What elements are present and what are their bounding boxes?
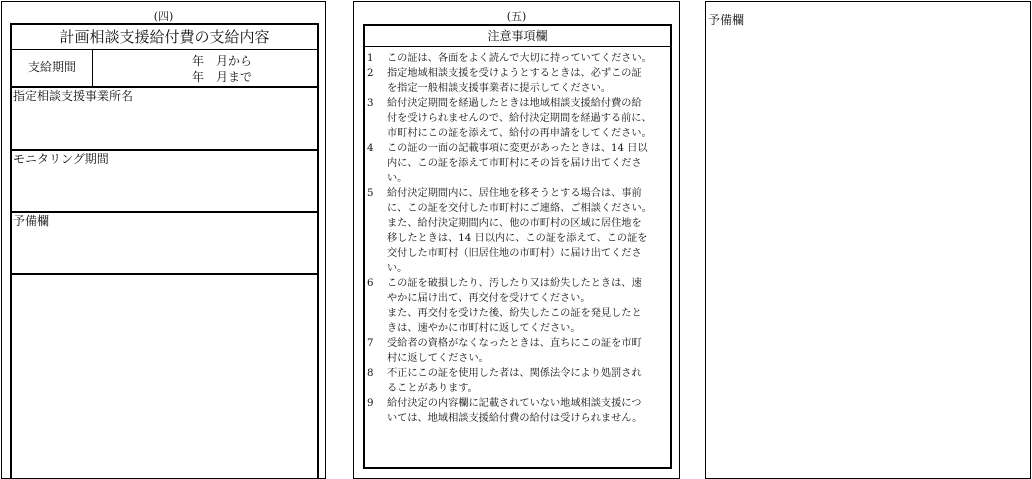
reserve-panel xyxy=(705,1,1031,479)
notes-box xyxy=(363,24,672,469)
note-line: 交付した市町村（旧居住地の市町村）に届け出てくださ xyxy=(387,248,642,259)
payment-period-from: 年 月から xyxy=(192,54,253,68)
note-number: 5 xyxy=(367,188,374,199)
note-text xyxy=(387,366,670,396)
list-item xyxy=(365,51,670,66)
note-text xyxy=(387,396,670,426)
note-number: 9 xyxy=(367,398,374,409)
note-text xyxy=(387,141,670,186)
support-office-label: 指定相談支援事業所名 xyxy=(13,89,134,103)
list-item xyxy=(365,141,670,186)
note-line: この証の一面の記載事項に変更があったときは、14 日以 xyxy=(387,143,648,154)
note-text xyxy=(387,276,670,336)
note-line: い。 xyxy=(387,263,408,274)
note-line: に、この証を交付した市町村にご連絡、ご相談ください。 xyxy=(387,203,652,214)
note-number: 1 xyxy=(367,53,374,64)
note-line: また、給付決定期間内に、他の市町村の区域に居住地を xyxy=(387,218,642,229)
note-line: を指定一般相談支援事業者に提示してください。 xyxy=(387,83,612,94)
list-item xyxy=(365,366,670,396)
reserve-section xyxy=(12,211,317,275)
note-number: 7 xyxy=(367,338,374,349)
support-office-section xyxy=(12,86,317,151)
note-text xyxy=(387,186,670,276)
notes-panel xyxy=(353,1,680,479)
note-line: いては、地域相談支援給付費の給付は受けられません。 xyxy=(387,413,643,424)
notes-list xyxy=(365,51,670,426)
note-line: やかに届け出て、再交付を受けてください。 xyxy=(387,293,591,304)
payment-period-to: 年 月まで xyxy=(192,70,253,84)
note-text xyxy=(387,96,670,141)
note-line: 移したときは、14 日以内に、この証を添えて、この証を xyxy=(387,233,648,244)
note-number: 6 xyxy=(367,278,374,289)
note-text xyxy=(387,66,670,96)
note-line: 市町村にこの証を添えて、給付の再申請をしてください。 xyxy=(387,128,652,139)
note-line: 給付決定の内容欄に記載されていない地域相談支援につ xyxy=(387,398,642,409)
note-line: 不正にこの証を使用した者は、関係法令により処罰され xyxy=(387,368,642,379)
reserve-panel-label: 予備欄 xyxy=(708,13,745,27)
note-text xyxy=(387,51,670,66)
note-line: 付を受けられませんので、給付決定期間を経過する前に、 xyxy=(387,113,652,124)
panel-number-5: (五) xyxy=(506,10,527,23)
reserve-label: 予備欄 xyxy=(13,214,50,228)
note-number: 2 xyxy=(367,68,374,79)
panel-number-4: (四) xyxy=(153,10,174,23)
note-line: 受給者の資格がなくなったときは、直ちにこの証を市町 xyxy=(387,338,642,349)
note-line: 村に返してください。 xyxy=(387,353,489,364)
payment-content-panel xyxy=(1,1,326,479)
note-line: 給付決定期間内に、居住地を移そうとする場合は、事前 xyxy=(387,188,642,199)
list-item xyxy=(365,396,670,426)
note-number: 4 xyxy=(367,143,374,154)
note-line: 指定地域相談支援を受けようとするときは、必ずこの証 xyxy=(387,68,642,79)
payment-period-label: 支給期間 xyxy=(12,49,93,86)
list-item xyxy=(365,336,670,366)
note-line: この証は、各面をよく読んで大切に持っていてください。 xyxy=(387,53,652,64)
payment-content-box xyxy=(10,23,319,479)
note-number: 8 xyxy=(367,368,374,379)
list-item xyxy=(365,276,670,336)
note-number: 3 xyxy=(367,98,374,109)
note-line: この証を破損したり、汚したり又は紛失したときは、速 xyxy=(387,278,642,289)
list-item xyxy=(365,186,670,276)
list-item xyxy=(365,96,670,141)
notes-title: 注意事項欄 xyxy=(365,26,670,47)
note-line: また、再交付を受けた後、紛失したこの証を発見したと xyxy=(387,308,642,319)
note-line: 内に、この証を添えて市町村にその旨を届け出てくださ xyxy=(387,158,642,169)
payment-content-title: 計画相談支援給付費の支給内容 xyxy=(12,25,317,50)
list-item xyxy=(365,66,670,96)
note-text xyxy=(387,336,670,366)
note-line: ることがあります。 xyxy=(387,383,478,394)
note-line: 給付決定期間を経過したときは地域相談支援給付費の給 xyxy=(387,98,642,109)
note-line: い。 xyxy=(387,173,408,184)
monitoring-period-section xyxy=(12,149,317,213)
note-line: きは、速やかに市町村に返してください。 xyxy=(387,323,581,334)
monitoring-period-label: モニタリング期間 xyxy=(13,152,109,166)
payment-period-row xyxy=(12,49,317,88)
